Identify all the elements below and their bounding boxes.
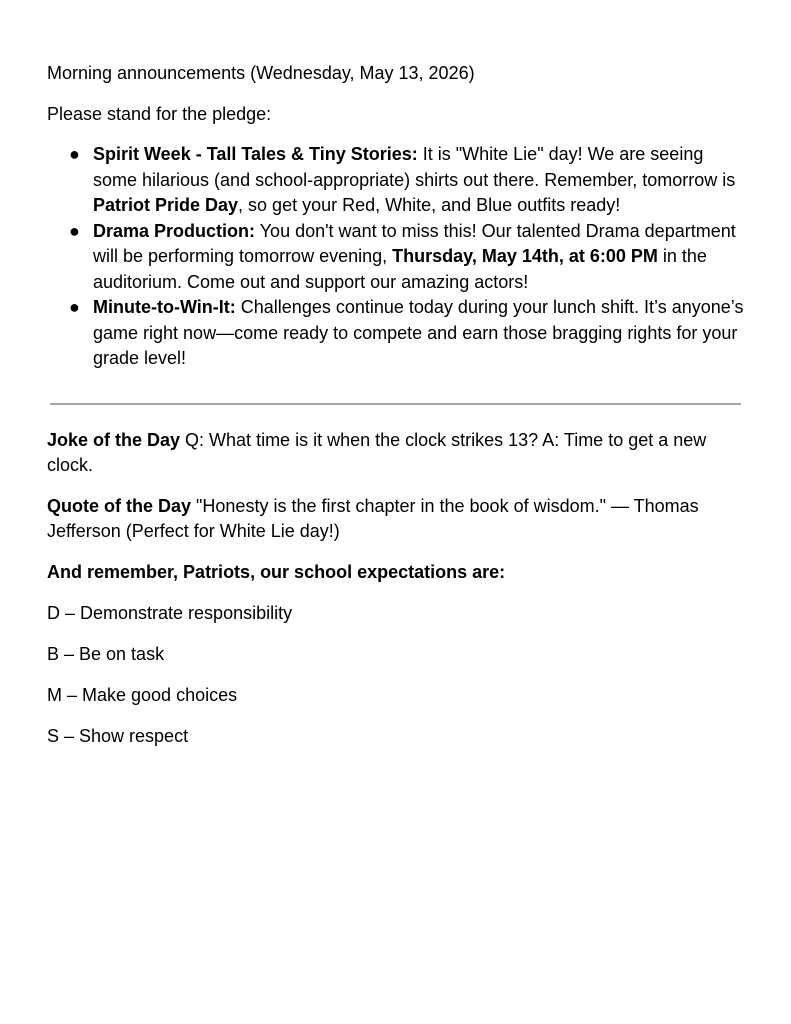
joke-text: Q: What time is it when the clock strikes 13? A: Time to get a new clock.	[47, 429, 707, 475]
expectations-title	[47, 560, 747, 586]
expectation-item-m: M – Make good choices	[47, 684, 238, 705]
spirit-week-text: It is "White Lie" day! We are seeing some hilarious (and school-appropriate) shirts out there. Remember, tomorrow is	[93, 144, 736, 190]
spirit-week-heading: Spirit Week - Tall Tales & Tiny Stories:	[93, 144, 418, 164]
drama-production-heading: Drama Production:	[93, 220, 256, 241]
announcements-title: Morning announcements (Wednesday, May 13, 2026)	[47, 63, 475, 83]
bullet-icon: ●	[69, 144, 80, 164]
expectations-title-text: And remember, Patriots, our school expectations are:	[47, 561, 506, 582]
spirit-week-text-end: , so get your Red, White, and Blue outfits ready!	[238, 195, 621, 215]
quote-of-the-day	[47, 494, 747, 545]
minute-to-win-it-heading: Minute-to-Win-It:	[93, 297, 236, 317]
drama-production-text: You don't want to miss this! Our talented Drama department will be performing tomorrow evening,	[93, 220, 736, 266]
expectation-item-d: D – Demonstrate responsibility	[47, 602, 293, 623]
quote-label: Quote of the Day	[47, 495, 192, 516]
list-item-minute-to-win-it	[47, 295, 747, 372]
drama-date-time: Thursday, May 14th, at 6:00 PM	[392, 246, 658, 266]
joke-of-the-day	[47, 428, 747, 479]
bullet-icon: ●	[69, 297, 80, 317]
joke-label: Joke of the Day	[47, 429, 181, 450]
expectation-item-b: B – Be on task	[47, 643, 165, 664]
document-page	[47, 60, 747, 749]
drama-production-text-end: in the auditorium. Come out and support our amazing actors!	[93, 246, 707, 292]
quote-text: "Honesty is the first chapter in the book of wisdom." — Thomas Jefferson (Perfect for White Lie day!)	[47, 495, 699, 541]
bullet-icon: ●	[69, 220, 80, 241]
minute-to-win-it-text: Challenges continue today during your lunch shift. It’s anyone’s game right now—come ready to compete and earn those bragging rights for your grade level!	[93, 297, 744, 368]
pledge-line: Please stand for the pledge:	[47, 103, 272, 124]
list-item-spirit-week	[47, 142, 747, 219]
patriot-pride-day: Patriot Pride Day	[93, 195, 239, 215]
list-item-drama-production	[47, 219, 747, 296]
announcements-list	[47, 142, 747, 372]
expectation-item-s: S – Show respect	[47, 725, 189, 746]
horizontal-divider	[50, 403, 741, 405]
